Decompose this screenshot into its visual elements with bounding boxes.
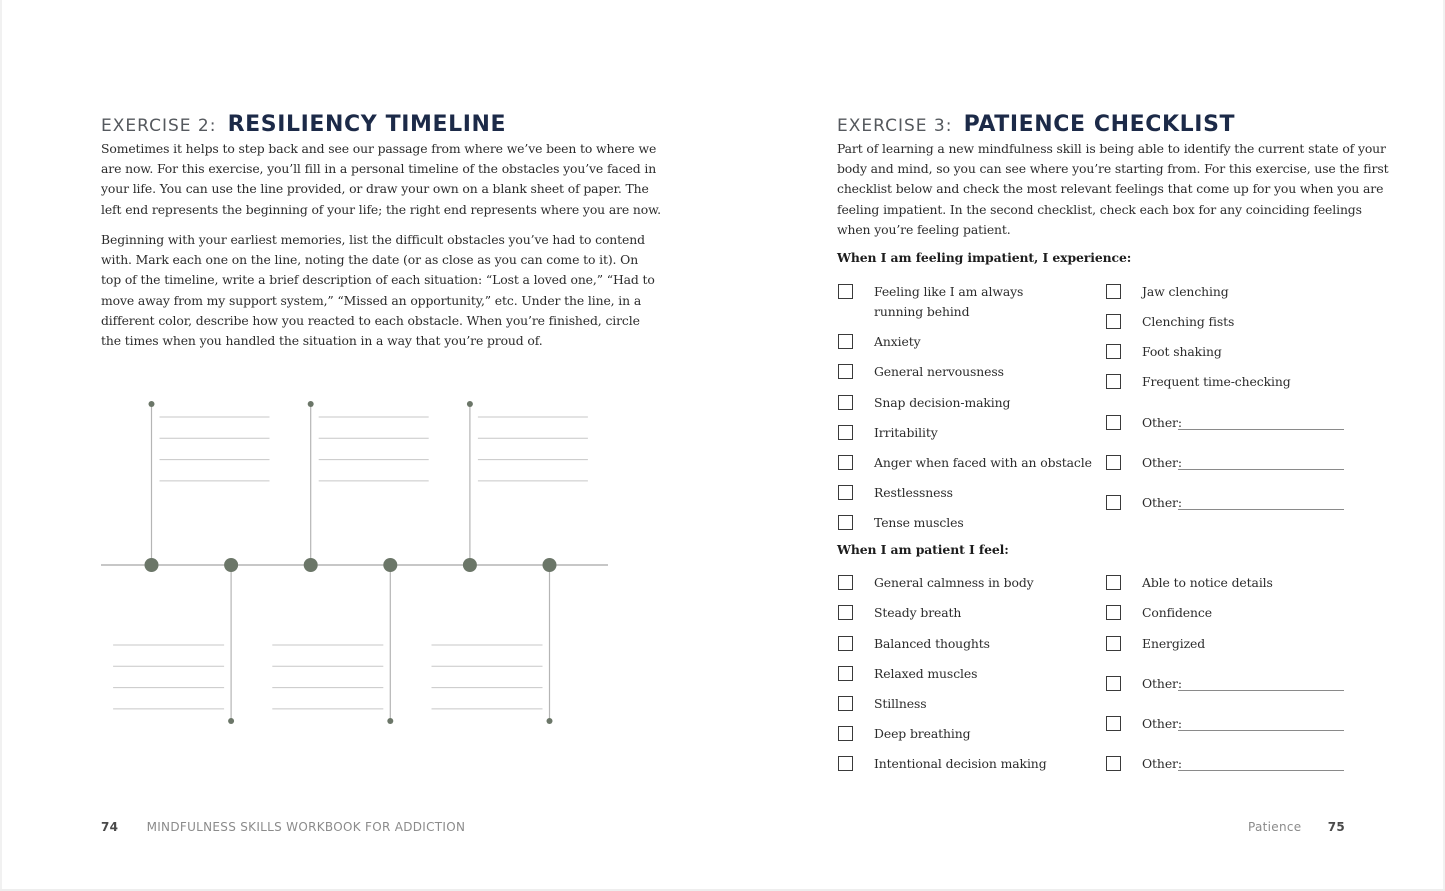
checkbox[interactable] xyxy=(1106,374,1121,389)
exercise-2-intro-paragraph xyxy=(101,139,661,220)
checklist-item-label: Jaw clenching xyxy=(1142,284,1229,299)
text-line: are now. For this exercise, you’ll fill in a personal timeline of the obstacles you’ve faced in xyxy=(101,161,657,177)
checklist-item-label xyxy=(874,453,1092,473)
checkbox[interactable] xyxy=(838,364,853,379)
checkbox[interactable] xyxy=(838,575,853,590)
exercise-3-heading xyxy=(837,101,1235,139)
checkbox[interactable] xyxy=(838,696,853,711)
checkbox[interactable] xyxy=(1106,716,1121,731)
checklist-item-label xyxy=(874,332,921,352)
stem-end-dot xyxy=(228,718,234,724)
running-title: Patience xyxy=(1248,820,1302,834)
checklist-item-label: Frequent time-checking xyxy=(1142,374,1291,389)
left-footer xyxy=(101,820,465,834)
exercise-label: EXERCISE 3: xyxy=(837,116,953,136)
text-line: Part of learning a new mindfulness skill is being able to identify the current state of your xyxy=(837,141,1386,156)
checklist-item-label: Energized xyxy=(1142,636,1206,651)
exercise-2-instructions-paragraph xyxy=(101,230,655,351)
label-line: Anger when faced with an obstacle xyxy=(874,455,1092,470)
label-line: running behind xyxy=(874,304,970,320)
exercise-label: EXERCISE 2: xyxy=(101,116,217,136)
checkbox[interactable] xyxy=(1106,314,1121,329)
text-line: the times when you handled the situation in a way that you’re proud of. xyxy=(101,333,543,349)
page-number: 74 xyxy=(101,820,119,834)
checkbox[interactable] xyxy=(838,636,853,651)
checklist-item-label: Other: xyxy=(1142,415,1182,430)
exercise-title: PATIENCE CHECKLIST xyxy=(963,112,1236,137)
checkbox[interactable] xyxy=(1106,344,1121,359)
checkbox[interactable] xyxy=(838,334,853,349)
checkbox[interactable] xyxy=(1106,676,1121,691)
checkbox[interactable] xyxy=(838,756,853,771)
checkbox[interactable] xyxy=(838,395,853,410)
checklist-item-label: Intentional decision making xyxy=(874,756,1047,771)
checklist-item-label: Confidence xyxy=(1142,605,1212,620)
checkbox[interactable] xyxy=(838,666,853,681)
timeline-marker[interactable] xyxy=(145,558,159,572)
checkbox[interactable] xyxy=(1106,756,1121,771)
checkbox[interactable] xyxy=(1106,284,1121,299)
checkbox[interactable] xyxy=(838,485,853,500)
checkbox[interactable] xyxy=(1106,636,1121,651)
checklist-item-label: Deep breathing xyxy=(874,726,971,741)
right-footer xyxy=(1248,820,1345,834)
running-title: MINDFULNESS SKILLS WORKBOOK FOR ADDICTION xyxy=(146,820,466,834)
checklist-item-label: Clenching fists xyxy=(1142,314,1235,329)
checklist-item-label: Steady breath xyxy=(874,605,962,620)
checklist-item-label: Foot shaking xyxy=(1142,344,1222,359)
checklist-item-label: General calmness in body xyxy=(874,575,1034,590)
checklist-item-label: Stillness xyxy=(874,696,927,711)
timeline-marker[interactable] xyxy=(224,558,238,572)
checkbox[interactable] xyxy=(1106,455,1121,470)
exercise-title: RESILIENCY TIMELINE xyxy=(227,112,507,137)
checklist-item-label xyxy=(874,362,1004,382)
text-line: left end represents the beginning of your life; the right end represents where you are now. xyxy=(101,201,661,217)
label-line: Restlessness xyxy=(874,485,953,500)
checklist-item-label: Balanced thoughts xyxy=(874,636,990,651)
timeline-marker[interactable] xyxy=(463,558,477,572)
text-line: body and mind, so you can see where you’re starting from. For this exercise, use the first xyxy=(837,161,1389,177)
checkbox[interactable] xyxy=(1106,495,1121,510)
checkbox[interactable] xyxy=(838,455,853,470)
label-line: Irritability xyxy=(874,425,938,440)
stem-end-dot xyxy=(547,718,553,724)
other-write-in-field[interactable] xyxy=(1178,429,1344,430)
impatient-checklist-heading: When I am feeling impatient, I experience: xyxy=(837,250,1132,265)
text-line: when you’re feeling patient. xyxy=(837,221,1011,237)
page-edge xyxy=(0,0,2,891)
stem-end-dot xyxy=(387,718,393,724)
timeline-marker[interactable] xyxy=(383,558,397,572)
text-line: feeling impatient. In the second checklist, check each box for any coinciding feelings xyxy=(837,201,1362,217)
checklist-item-label: Other: xyxy=(1142,716,1182,731)
label-line: Snap decision-making xyxy=(874,395,1011,410)
checklist-item-label: Other: xyxy=(1142,495,1182,510)
timeline-marker[interactable] xyxy=(304,558,318,572)
other-write-in-field[interactable] xyxy=(1178,469,1344,470)
other-write-in-field[interactable] xyxy=(1178,509,1344,510)
label-line: Anxiety xyxy=(874,334,921,349)
stem-end-dot xyxy=(308,401,314,407)
other-write-in-field[interactable] xyxy=(1178,730,1344,731)
checklist-item-label: Other: xyxy=(1142,756,1182,771)
checkbox[interactable] xyxy=(838,726,853,741)
checklist-item-label xyxy=(874,513,964,533)
text-line: top of the timeline, write a brief description of each situation: “Lost a loved one,” “Had to xyxy=(101,272,655,288)
other-write-in-field[interactable] xyxy=(1178,770,1344,771)
label-line: General nervousness xyxy=(874,364,1004,379)
text-line: checklist below and check the most relevant feelings that come up for you when you are xyxy=(837,181,1384,197)
checklist-item-label xyxy=(874,423,938,443)
checklist-item-label xyxy=(874,393,1010,413)
other-write-in-field[interactable] xyxy=(1178,690,1344,691)
page-number: 75 xyxy=(1327,820,1346,834)
text-line: Beginning with your earliest memories, list the difficult obstacles you’ve had to contend xyxy=(101,232,645,247)
stem-end-dot xyxy=(467,401,473,407)
label-line: Tense muscles xyxy=(874,515,964,530)
checkbox[interactable] xyxy=(1106,415,1121,430)
text-line: different color, describe how you reacted to each obstacle. When you’re finished, circle xyxy=(101,312,640,328)
checklist-item-label: Able to notice details xyxy=(1142,575,1273,590)
checklist-item-label: Other: xyxy=(1142,676,1182,691)
text-line: Sometimes it helps to step back and see our passage from where we’ve been to where we xyxy=(101,141,657,156)
patient-checklist-heading: When I am patient I feel: xyxy=(837,542,1009,557)
checkbox[interactable] xyxy=(838,284,853,299)
label-line: Feeling like I am always xyxy=(874,284,1024,299)
checklist-item-label: Other: xyxy=(1142,455,1182,470)
checklist-item-label xyxy=(874,483,953,503)
checklist-item-label: Relaxed muscles xyxy=(874,666,978,681)
timeline-marker[interactable] xyxy=(543,558,557,572)
checkbox[interactable] xyxy=(838,515,853,530)
text-line: your life. You can use the line provided, or draw your own on a blank sheet of paper. The xyxy=(101,181,649,197)
checkbox[interactable] xyxy=(1106,575,1121,590)
resiliency-timeline[interactable] xyxy=(96,395,616,730)
checklist-item-label xyxy=(874,282,1023,322)
text-line: move away from my support system,” “Missed an opportunity,” etc. Under the line, in a xyxy=(101,292,642,308)
checkbox[interactable] xyxy=(1106,605,1121,620)
text-line: with. Mark each one on the line, noting the date (or as close as you can come to it). On xyxy=(101,252,639,268)
checkbox[interactable] xyxy=(838,425,853,440)
stem-end-dot xyxy=(149,401,155,407)
checkbox[interactable] xyxy=(838,605,853,620)
exercise-3-intro-paragraph xyxy=(837,139,1388,240)
exercise-2-heading xyxy=(101,101,506,139)
